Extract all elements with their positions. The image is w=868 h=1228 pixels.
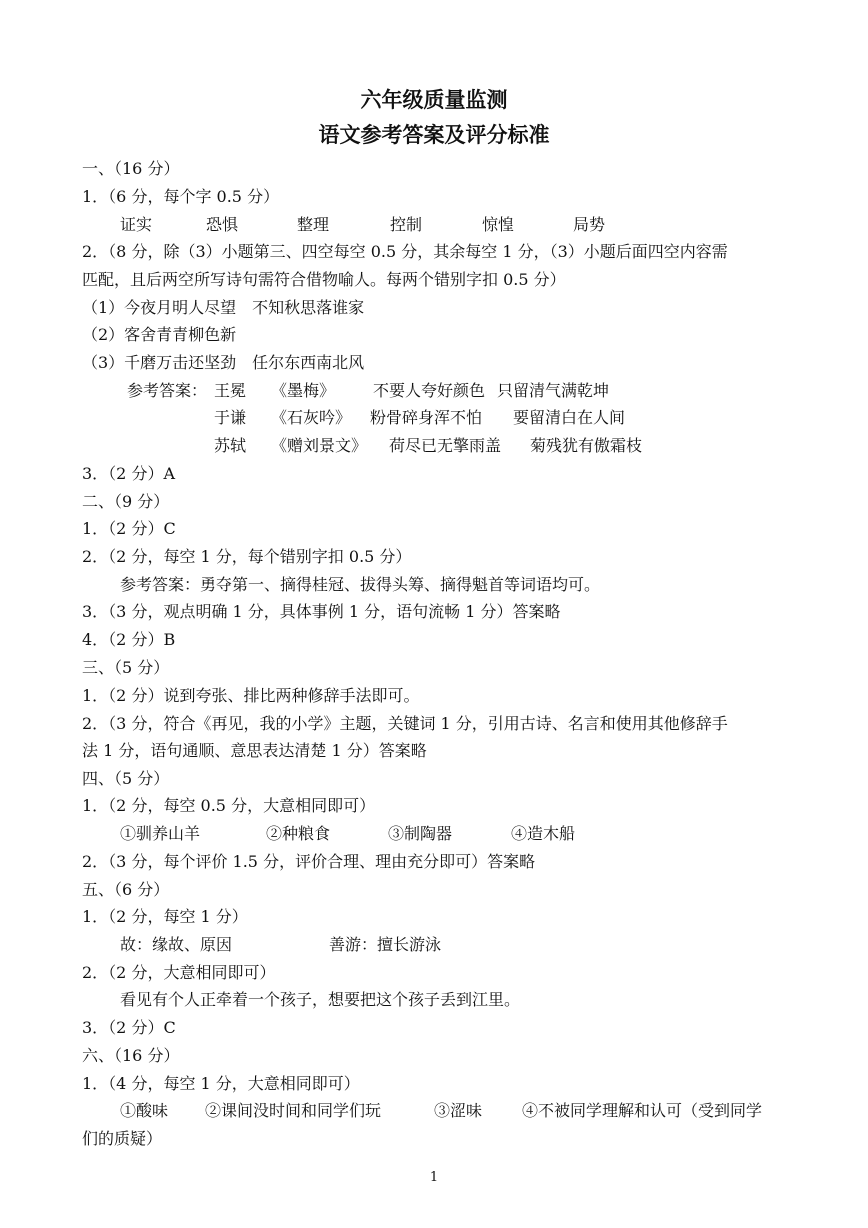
s6-q1-item: ①酸味 xyxy=(120,1101,169,1120)
s6-q1-item: ②课间没时间和同学们玩 xyxy=(205,1101,382,1120)
s6-q1-continuation: 们的质疑） xyxy=(82,1129,163,1148)
s2-q3: 3．（3 分，观点明确 1 分，具体事例 1 分，语句流畅 1 分）答案略 xyxy=(82,602,561,621)
s5-q1-answer-b: 善游：擅长游泳 xyxy=(329,935,442,954)
ref-author: 苏轼 xyxy=(214,436,247,455)
s1-q2-line2: 匹配，且后两空所写诗句需符合借物喻人。每两个错别字扣 0.5 分） xyxy=(82,270,566,289)
ref-line: 菊残犹有傲霜枝 xyxy=(530,436,643,455)
s2-q2: 2．（2 分，每空 1 分，每个错别字扣 0.5 分） xyxy=(82,547,412,566)
s4-q1-item: ①驯养山羊 xyxy=(120,824,201,843)
ref-work: 《墨梅》 xyxy=(271,381,336,400)
ref-line: 粉骨碎身浑不怕 xyxy=(370,408,483,427)
s5-q3: 3．（2 分）C xyxy=(82,1018,176,1037)
s5-q1-answer-a: 故：缘故、原因 xyxy=(120,935,233,954)
section-1-heading: 一、（16 分） xyxy=(82,159,180,178)
s1-q1-word: 控制 xyxy=(390,215,423,234)
s1-q1-word: 证实 xyxy=(120,215,153,234)
s4-q2: 2．（3 分，每个评价 1.5 分，评价合理、理由充分即可）答案略 xyxy=(82,852,536,871)
section-3-heading: 三、（5 分） xyxy=(82,658,170,677)
ref-line: 不要人夸好颜色 xyxy=(373,381,486,400)
s2-q1: 1．（2 分）C xyxy=(82,519,176,538)
s1-q2-part2: （2）客舍青青柳色新 xyxy=(82,325,237,344)
s5-q2: 2．（2 分，大意相同即可） xyxy=(82,963,276,982)
s3-q2-line2: 法 1 分，语句通顺、意思表达清楚 1 分）答案略 xyxy=(82,741,427,760)
s4-q1-item: ②种粮食 xyxy=(266,824,331,843)
s1-q2-part1: （1）今夜月明人尽望 不知秋思落谁家 xyxy=(82,298,365,317)
ref-work: 《石灰吟》 xyxy=(271,408,352,427)
s3-q2-line1: 2．（3 分，符合《再见，我的小学》主题，关键词 1 分，引用古诗、名言和使用其他修辞手 xyxy=(82,714,728,733)
s1-q3: 3．（2 分）A xyxy=(82,464,176,483)
section-4-heading: 四、（5 分） xyxy=(82,769,170,788)
s1-q1: 1．（6 分，每个字 0.5 分） xyxy=(82,187,280,206)
ref-line: 荷尽已无擎雨盖 xyxy=(389,436,502,455)
s5-q1: 1．（2 分，每空 1 分） xyxy=(82,907,248,926)
section-5-heading: 五、（6 分） xyxy=(82,880,170,899)
s6-q1: 1．（4 分，每空 1 分，大意相同即可） xyxy=(82,1074,360,1093)
s1-q1-word: 整理 xyxy=(297,215,330,234)
s1-q2-part3: （3）千磨万击还坚劲 任尔东西南北风 xyxy=(82,353,365,372)
s1-ref-label: 参考答案： xyxy=(127,381,208,400)
s6-q1-item: ④不被同学理解和认可（受到同学 xyxy=(522,1101,763,1120)
s1-q1-word: 局势 xyxy=(573,215,606,234)
page-number: 1 xyxy=(429,1170,439,1185)
section-6-heading: 六、（16 分） xyxy=(82,1046,180,1065)
section-2-heading: 二、（9 分） xyxy=(82,492,170,511)
document-subtitle: 语文参考答案及评分标准 xyxy=(318,123,550,147)
s3-q1: 1．（2 分）说到夸张、排比两种修辞手法即可。 xyxy=(82,686,420,705)
s1-q2-line1: 2．（8 分，除（3）小题第三、四空每空 0.5 分，其余每空 1 分，（3）小题后面四空内容需 xyxy=(82,242,728,261)
s6-q1-item: ③涩味 xyxy=(434,1101,483,1120)
s2-q2-answer: 参考答案：勇夺第一、摘得桂冠、拔得头筹、摘得魁首等词语均可。 xyxy=(120,575,601,594)
s4-q1-item: ③制陶器 xyxy=(388,824,453,843)
ref-work: 《赠刘景文》 xyxy=(271,436,368,455)
s4-q1: 1．（2 分，每空 0.5 分，大意相同即可） xyxy=(82,796,376,815)
s5-q2-answer: 看见有个人正牵着一个孩子，想要把这个孩子丢到江里。 xyxy=(120,990,521,1009)
document-title: 六年级质量监测 xyxy=(360,88,508,112)
s1-q1-word: 惊惶 xyxy=(482,215,515,234)
s4-q1-item: ④造木船 xyxy=(511,824,576,843)
ref-line: 只留清气满乾坤 xyxy=(497,381,610,400)
s2-q4: 4．（2 分）B xyxy=(82,630,176,649)
ref-author: 王冕 xyxy=(214,381,247,400)
s1-q1-word: 恐惧 xyxy=(206,215,239,234)
ref-author: 于谦 xyxy=(214,408,247,427)
ref-line: 要留清白在人间 xyxy=(513,408,626,427)
